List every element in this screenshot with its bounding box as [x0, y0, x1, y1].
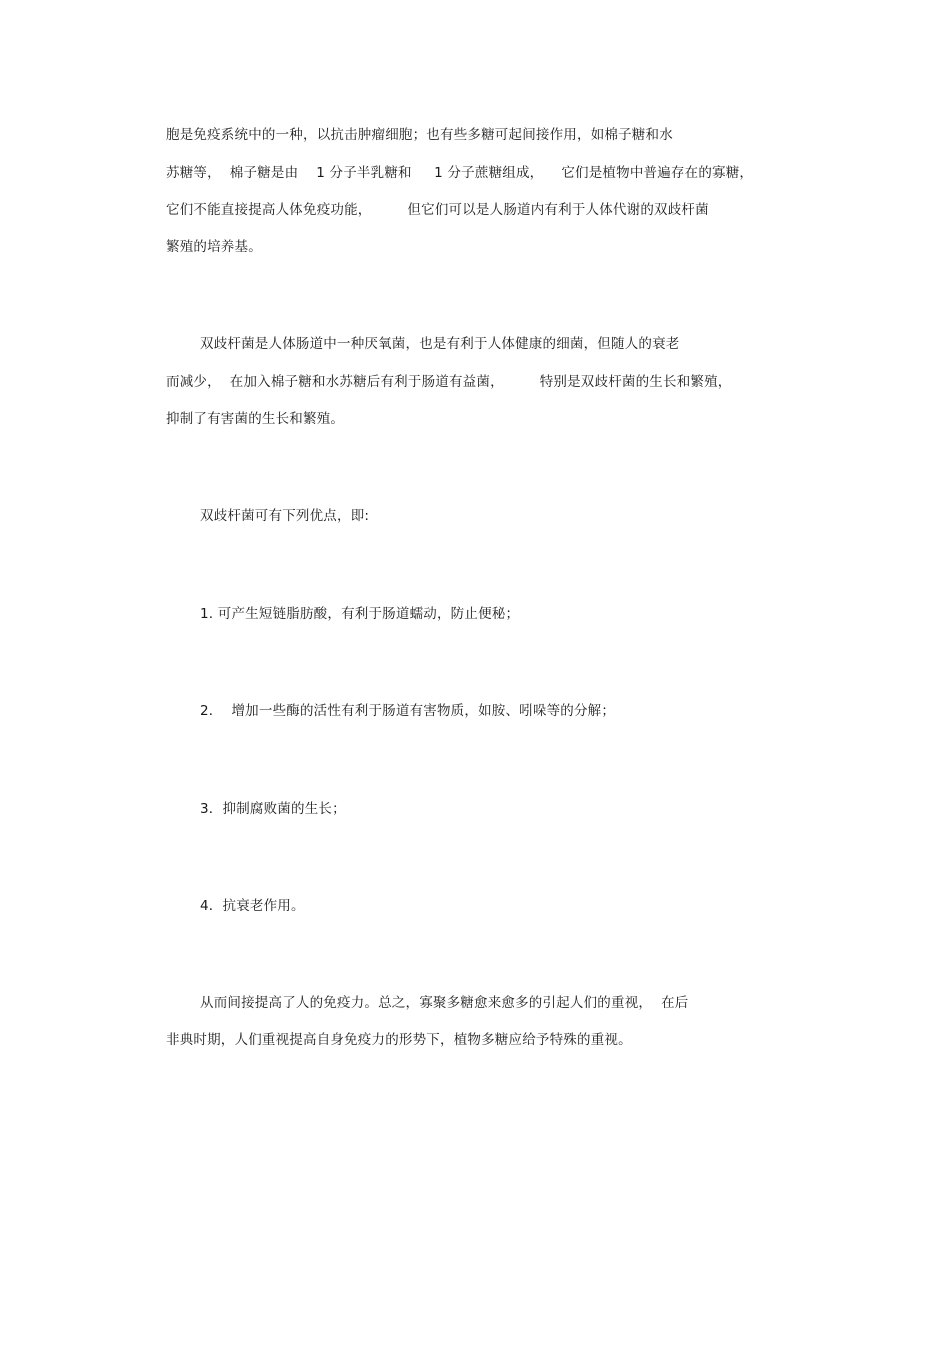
paragraph-2-line-2: 而减少， 在加入棉子糖和水苏糖后有利于肠道有益菌， 特别是双歧杆菌的生长和繁殖， [166, 374, 732, 390]
paragraph-1-line-3: 它们不能直接提高人体免疫功能， 但它们可以是人肠道内有利于人体代谢的双歧杆菌 [166, 202, 709, 218]
advantage-item-1: 1. 可产生短链脂肪酸，有利于肠道蠕动，防止便秘； [200, 606, 520, 622]
conclusion-line-1: 从而间接提高了人的免疫力。总之，寡聚多糖愈来愈多的引起人们的重视， 在后 [200, 995, 689, 1011]
paragraph-2-line-1: 双歧杆菌是人体肠道中一种厌氧菌，也是有利于人体健康的细菌，但随人的衰老 [200, 336, 680, 352]
paragraph-1-line-2: 苏糖等， 棉子糖是由 1 分子半乳糖和 1 分子蔗糖组成， 它们是植物中普遍存在的寡糖， [166, 165, 754, 181]
paragraph-1-line-1: 胞是免疫系统中的一种，以抗击肿瘤细胞；也有些多糖可起间接作用，如棉子糖和水 [166, 127, 673, 143]
paragraph-1-line-4: 繁殖的培养基。 [166, 239, 262, 255]
advantages-intro: 双歧杆菌可有下列优点，即: [200, 508, 370, 524]
conclusion-line-2: 非典时期，人们重视提高自身免疫力的形势下，植物多糖应给予特殊的重视。 [166, 1032, 632, 1048]
advantage-item-2: 2． 增加一些酶的活性有利于肠道有害物质，如胺、吲哚等的分解； [200, 703, 616, 719]
paragraph-2-line-3: 抑制了有害菌的生长和繁殖。 [166, 411, 345, 427]
advantage-item-3: 3．抑制腐败菌的生长； [200, 801, 346, 817]
advantage-item-4: 4．抗衰老作用。 [200, 898, 305, 914]
